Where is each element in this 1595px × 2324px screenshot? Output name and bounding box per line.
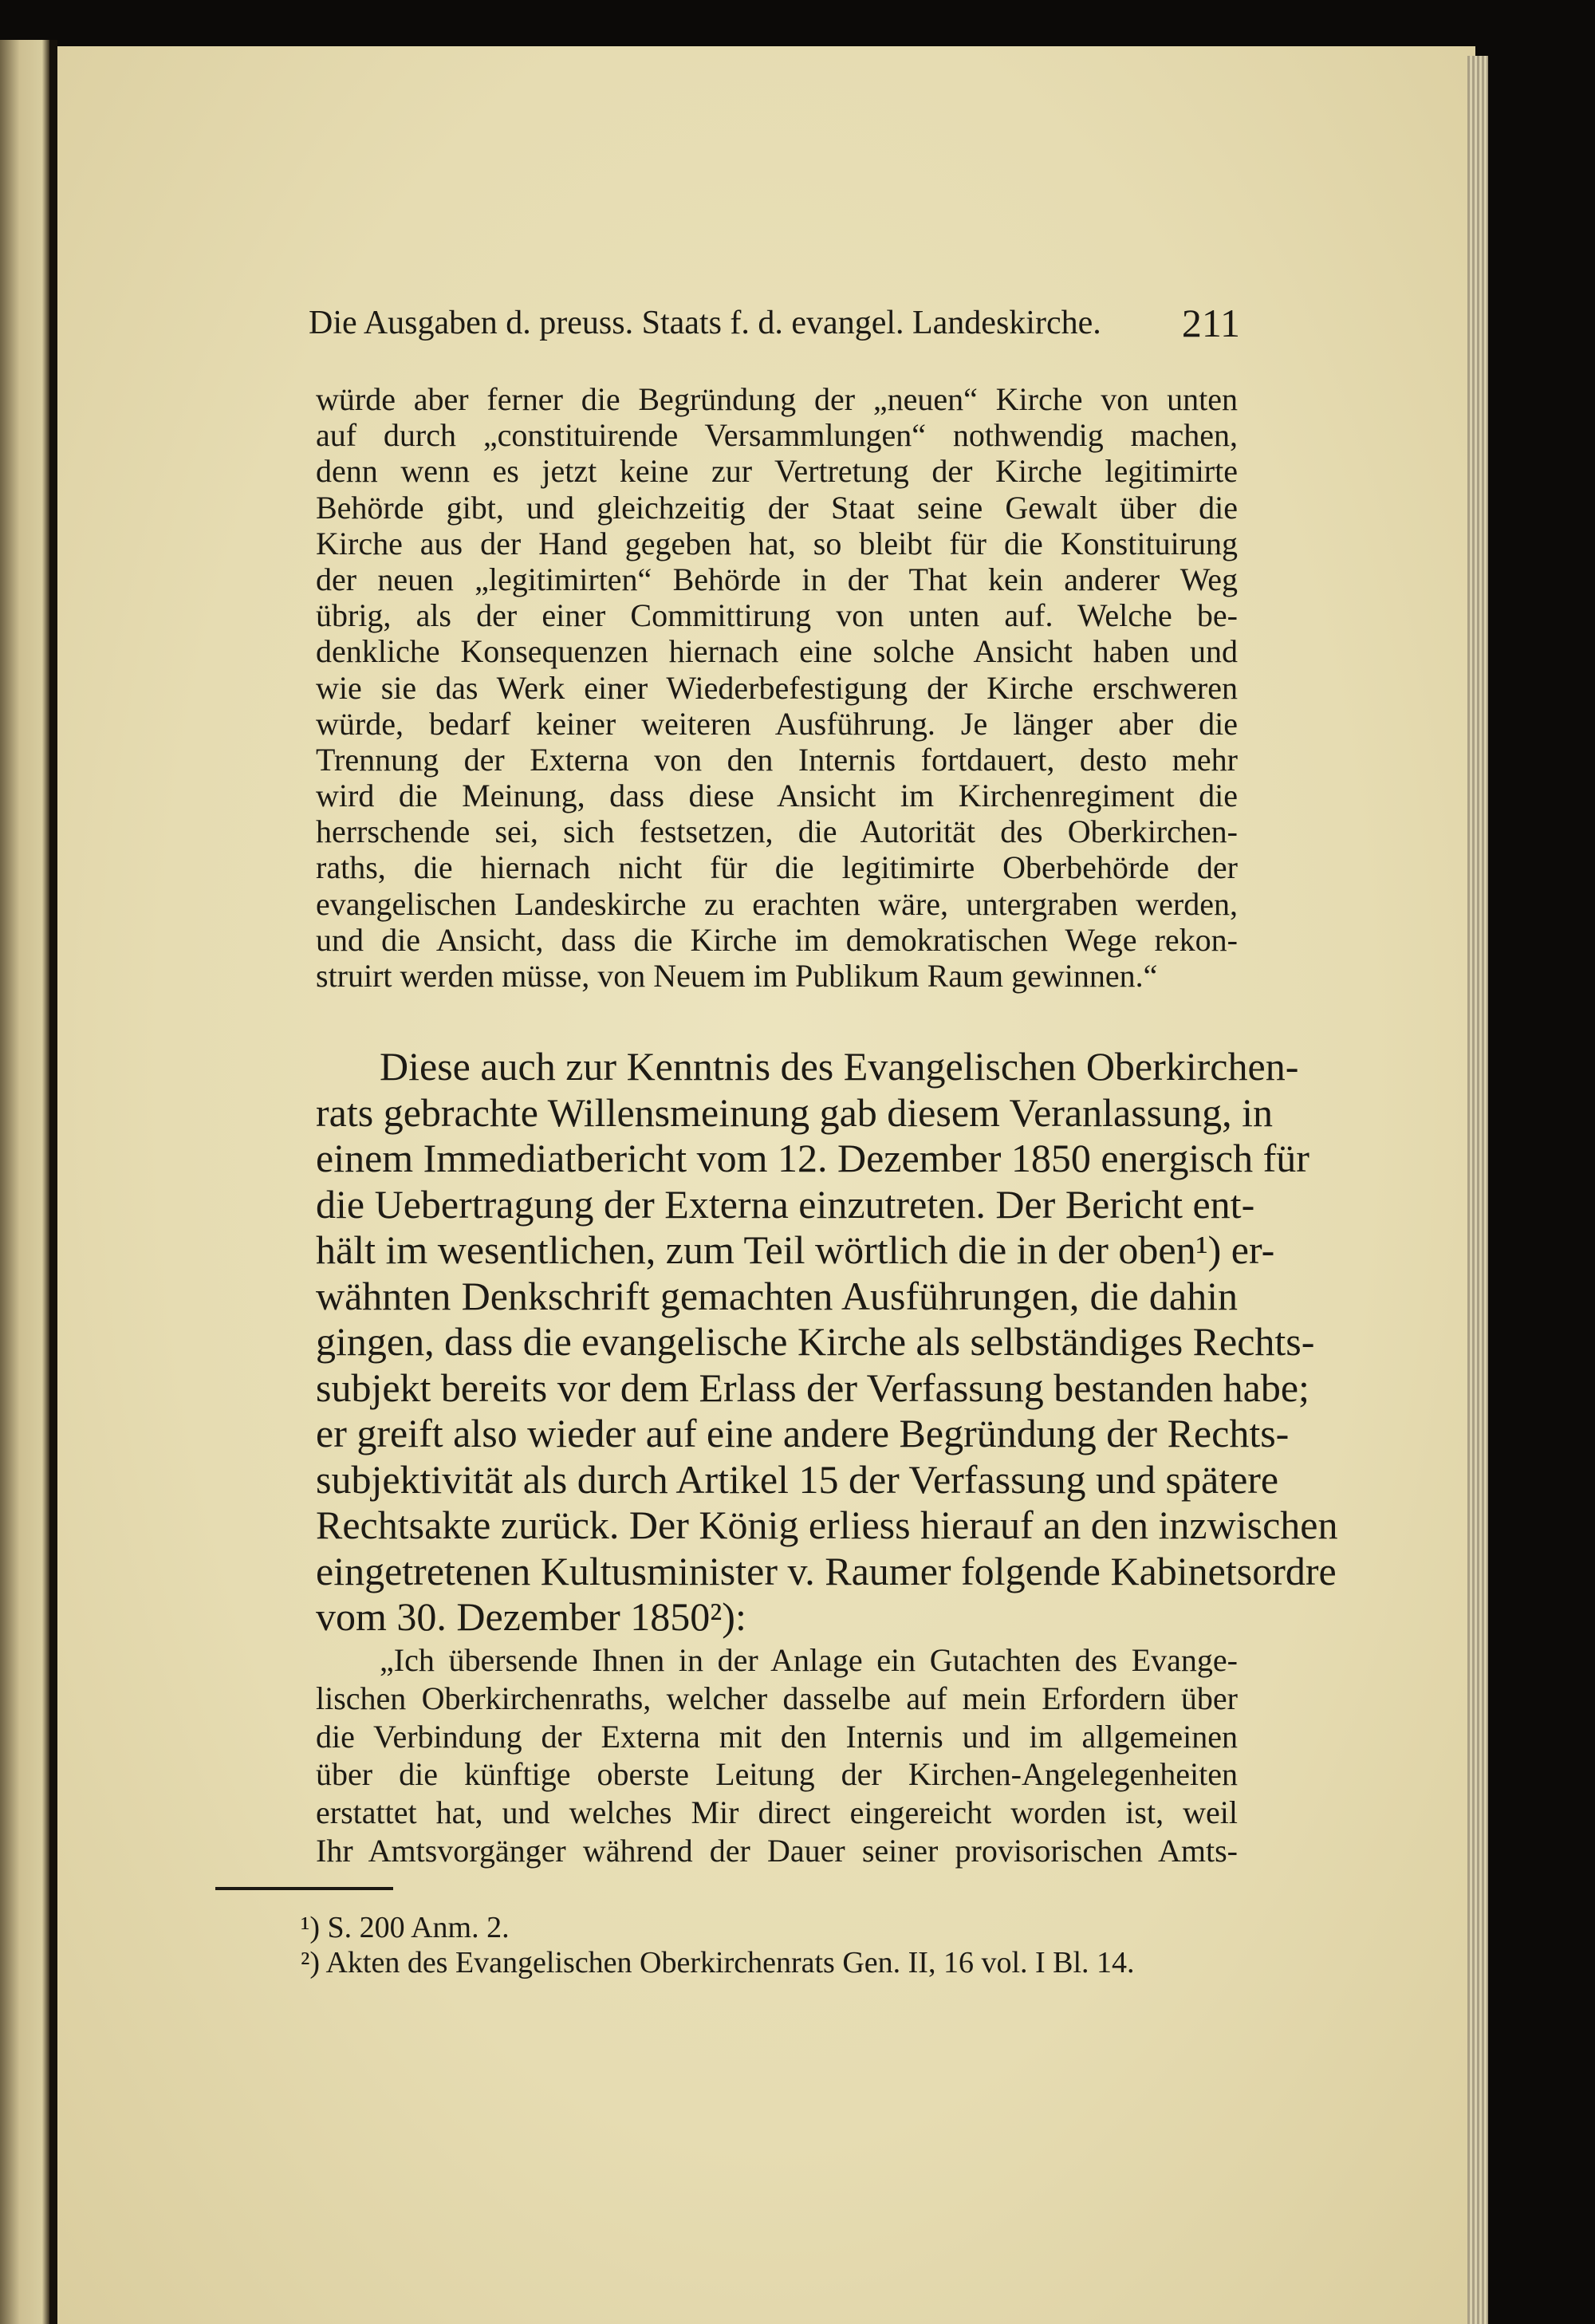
text-line: struirt werden müsse, von Neuem im Publikum Raum gewinnen.“: [316, 958, 1158, 994]
text-line: wird die Meinung, dass diese Ansicht im Kirchenregiment die: [316, 778, 1238, 814]
text-line: und die Ansicht, dass die Kirche im demokratischen Wege rekon-: [316, 921, 1238, 958]
text-line: er greift also wieder auf eine andere Begründung der Rechts-: [316, 1411, 1290, 1455]
text-line: Diese auch zur Kenntnis des Evangelischen Oberkirchen-: [380, 1044, 1299, 1089]
text-line: einem Immediatbericht vom 12. Dezember 1850 energisch für: [316, 1136, 1309, 1180]
text-line: subjektivität als durch Artikel 15 der Verfassung und spätere: [316, 1456, 1279, 1502]
text-line: über die künftige oberste Leitung der Kirchen-Angelegenheiten: [316, 1756, 1238, 1793]
running-title: Die Ausgaben d. preuss. Staats f. d. evangel. Landeskirche.: [309, 305, 1101, 341]
text-line: raths, die hiernach nicht für die legitimirte Oberbehörde der: [316, 849, 1238, 886]
text-line: lischen Oberkirchenraths, welcher dasselbe auf mein Erfordern über: [316, 1680, 1238, 1716]
previous-page-edge: [0, 40, 49, 2324]
page-stack-edge: [1467, 56, 1488, 2324]
text-line: übrig, als der einer Committirung von unten auf. Welche be-: [316, 597, 1238, 634]
text-line: rats gebrachte Willensmeinung gab diesem Veranlassung, in: [316, 1089, 1273, 1135]
text-line: vom 30. Dezember 1850²):: [316, 1594, 746, 1639]
footnote-1: ¹) S. 200 Anm. 2.: [301, 1911, 510, 1944]
footnote-rule: [215, 1887, 393, 1890]
text-line: denn wenn es jetzt keine zur Vertretung der Kirche legitimirte: [316, 453, 1238, 490]
body-paragraph: [316, 1044, 1338, 1641]
text-line: evangelischen Landeskirche zu erachten wäre, untergraben werden,: [316, 885, 1238, 922]
text-line: würde, bedarf keiner weiteren Ausführung. Je länger aber die: [316, 705, 1238, 742]
text-line: subjekt bereits vor dem Erlass der Verfassung bestanden habe;: [316, 1365, 1309, 1410]
text-line: Behörde gibt, und gleichzeitig der Staat seine Gewalt über die: [316, 489, 1238, 526]
text-line: wähnten Denkschrift gemachten Ausführungen, die dahin: [316, 1273, 1238, 1318]
text-line: Trennung der Externa von den Internis fortdauert, desto mehr: [316, 741, 1238, 778]
block-quote-2: [316, 1641, 1238, 1870]
text-line: die Uebertragung der Externa einzutreten. Der Bericht ent-: [316, 1181, 1255, 1227]
page-number: 211: [1181, 301, 1240, 345]
text-line: die Verbindung der Externa mit den Internis und im allgemeinen: [316, 1718, 1238, 1755]
text-line: herrschende sei, sich festsetzen, die Autorität des Oberkirchen-: [316, 813, 1238, 850]
footnote-2: ²) Akten des Evangelischen Oberkirchenrats Gen. II, 16 vol. I Bl. 14.: [301, 1946, 1135, 1979]
text-line: eingetretenen Kultusminister v. Raumer folgende Kabinetsordre: [316, 1548, 1337, 1593]
text-line: gingen, dass die evangelische Kirche als selbständiges Rechts-: [316, 1319, 1315, 1364]
text-line: der neuen „legitimirten“ Behörde in der That kein anderer Weg: [316, 561, 1238, 597]
text-line: Kirche aus der Hand gegeben hat, so bleibt für die Konstituirung: [316, 525, 1238, 561]
text-line: erstattet hat, und welches Mir direct eingereicht worden ist, weil: [316, 1794, 1238, 1831]
text-line: denkliche Konsequenzen hiernach eine solche Ansicht haben und: [316, 633, 1238, 670]
text-line: „Ich übersende Ihnen in der Anlage ein Gutachten des Evange-: [380, 1642, 1238, 1678]
text-line: hält im wesentlichen, zum Teil wörtlich die in der oben¹) er-: [316, 1227, 1275, 1272]
text-line: wie sie das Werk einer Wiederbefestigung der Kirche erschweren: [316, 669, 1238, 706]
text-line: Ihr Amtsvorgänger während der Dauer seiner provisorischen Amts-: [316, 1832, 1238, 1869]
block-quote-1: [316, 381, 1238, 994]
text-line: Rechtsakte zurück. Der König erliess hierauf an den inzwischen: [316, 1503, 1338, 1547]
text-line: würde aber ferner die Begründung der „neuen“ Kirche von unten: [316, 381, 1238, 417]
book-gutter: [49, 40, 57, 2324]
text-line: auf durch „constituirende Versammlungen“ nothwendig machen,: [316, 417, 1238, 454]
running-header: [309, 303, 1240, 343]
